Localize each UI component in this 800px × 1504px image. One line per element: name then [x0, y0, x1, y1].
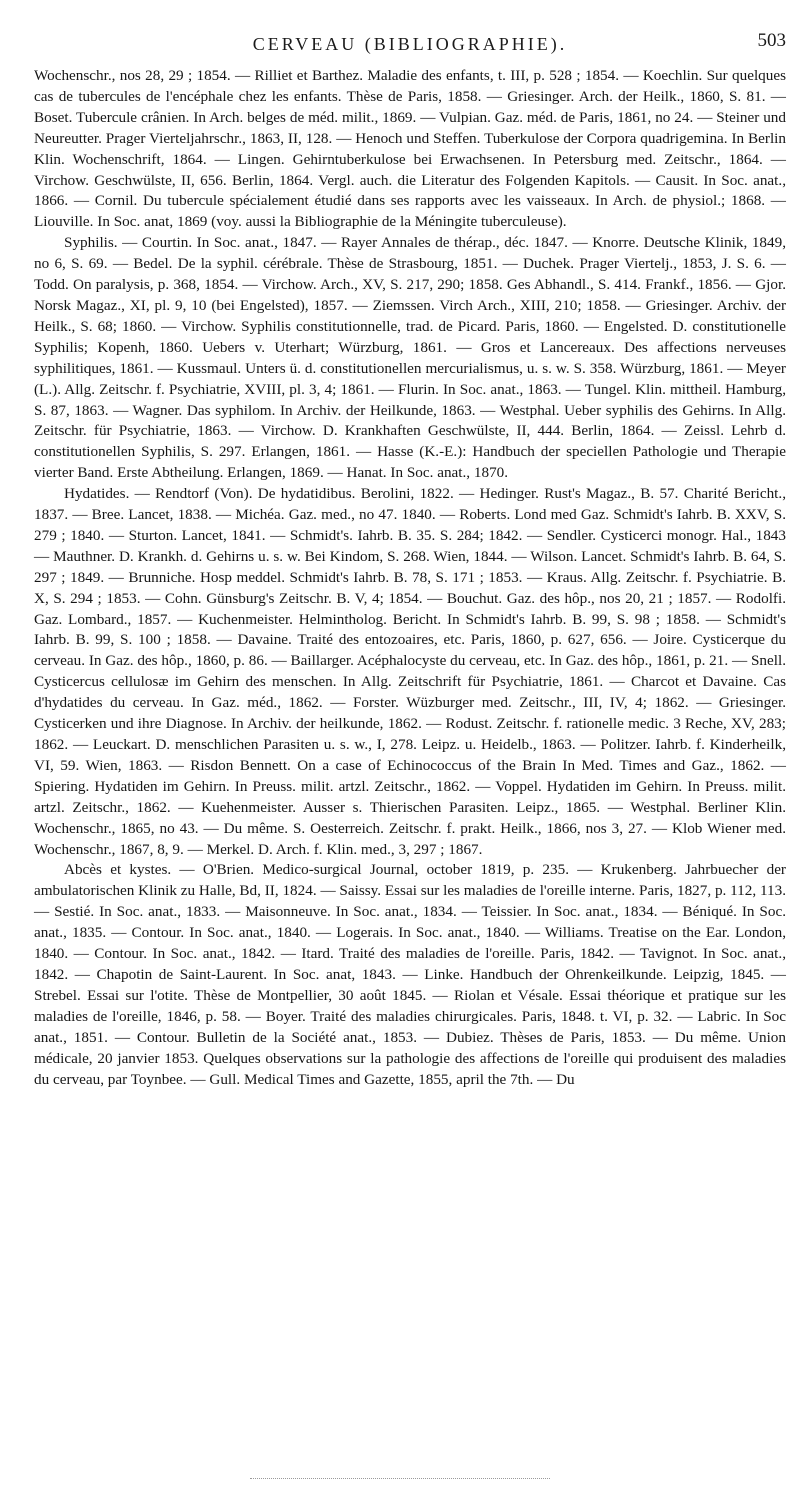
bibliography-paragraph-abscesses: Abcès et kystes. — O'Brien. Medico-surgical Journal, october 1819, p. 235. — Krukenberg. Jahrbuecher der ambulatorischen Klinik zu Halle, Bd, II, 1824. — Saissy. Essai sur les maladies de l'oreille interne. Paris, 1827, p. 112, 113. — Sestié. In Soc. anat., 1833. — Maisonneuve. In Soc. anat., 1834. — Teissier. In Soc. anat., 1834. — Béniqué. In Soc. anat., 1835. — Contour. In Soc. anat., 1840. — Logerais. In Soc. anat., 1840. — Williams. Treatise on the Ear. London, 1840. — Contour. In Soc. anat., 1842. — Itard. Traité des maladies de l'oreille. Paris, 1842. — Tavignot. In Soc. anat., 1842. — Chapotin de Saint-Laurent. In Soc. anat, 1843. — Linke. Handbuch der Ohrenkeilkunde. Leipzig, 1845. — Strebel. Essai sur l'otite. Thèse de Montpellier, 30 août 1845. — Riolan et Vésale. Essai théorique et pratique sur les maladies de l'oreille, 1846, p. 58. — Boyer. Traité des maladies chirurgicales. Paris, 1848. t. VI, p. 32. — Labric. In Soc anat., 1851. — Contour. Bulletin de la Société anat., 1853. — Dubiez. Thèses de Paris, 1853. — Du même. Union médicale, 20 janvier 1853. Quelques observations sur la pathologie des affections de l'oreille qui produisent des maladies du cerveau, par Toynbee. — Gull. Medical Times and Gazette, 1855, april the 7th. — Du — [34, 861, 786, 1088]
page-number: 503 — [757, 30, 786, 51]
bibliography-paragraph-hydatides: Hydatides. — Rendtorf (Von). De hydatidibus. Berolini, 1822. — Hedinger. Rust's Magaz., B. 57. Charité Bericht., 1837. — Bree. Lancet, 1838. — Michéa. Gaz. med., no 47. 1840. — Roberts. Lond med Gaz. Schmidt's Iahrb. B. XXV, S. 279 ; 1840. — Sturton. Lancet, 1841. — Schmidt's. Iahrb. B. 35. S. 284; 1842. — Sendler. Cysticerci monogr. Hal., 1843 — Mauthner. D. Krankh. d. Gehirns u. s. w. Bei Kindom, S. 268. Wien, 1844. — Wilson. Lancet. Schmidt's Iahrb. B. 64, S. 297 ; 1849. — Brunniche. Hosp meddel. Schmidt's Iahrb. B. 78, S. 171 ; 1853. — Kraus. Allg. Zeitschr. f. Psychiatrie. B. X, S. 294 ; 1853. — Cohn. Günsburg's Zeitschr. B. V, 4; 1854. — Bouchut. Gaz. des hôp., nos 20, 21 ; 1857. — Rodolfi. Gaz. Lombard., 1857. — Kuchenmeister. Helmintholog. Bericht. In Schmidt's Iahrb. B. 99, S. 98 ; 1858. — Schmidt's Iahrb. B. 99, S. 100 ; 1858. — Davaine. Traité des entozoaires, etc. Paris, 1860, p. 627, 656. — Joire. Cysticerque du cerveau. In Gaz. des hôp., 1860, p. 86. — Baillarger. Acéphalocyste du cerveau, etc. In Gaz. des hôp., 1861, p. 21. — Snell. Cysticercus cellulosæ im Gehirn des menschen. In Allg. Zeitschrift für Psychiatrie, 1861. — Charcot et Davaine. Cas d'hydatides du cerveau. In Gaz. méd., 1862. — Forster. Wüzburger med. Zeitschr., III, IV, 4; 1862. — Griesinger. Cysticerken und ihre Diagnose. In Archiv. der heilkunde, 1862. — Rodust. Zeitschr. f. rationelle medic. 3 Reche, XV, 283; 1862. — Leuckart. D. menschlichen Parasiten u. s. w., I, 278. Leipz. u. Heidelb., 1863. — Politzer. Iahrb. f. Kinderheilk, VI, 59. Wien, 1863. — Risdon Bennett. On a case of Echinococcus of the Brain In Med. Times and Gaz., 1862. — Spiering. Hydatiden im Gehirn. In Preuss. milit. artzl. Zeitschr., 1862. — Voppel. Hydatiden im Gehirn. In Preuss. milit. artzl. Zeitschr., 1862. — Kuehenmeister. Ausser s. Thierischen Parasiten. Leipz., 1865. — Westphal. Berliner Klin. Wochenschr., 1865, no 43. — Du même. S. Oesterreich. Zeitschr. f. prakt. Heilk., 1866, nos 3, 27. — Klob Wiener med. Wochenschr., 1867, 8, 9. — Merkel. D. Arch. f. Klin. med., 3, 297 ; 1867. — [34, 485, 786, 858]
running-head — [34, 30, 786, 60]
running-title: CERVEAU (BIBLIOGRAPHIE). — [252, 34, 568, 54]
footer-dotted-rule — [250, 1478, 550, 1479]
bibliography-paragraph-syphilis: Syphilis. — Courtin. In Soc. anat., 1847. — Rayer Annales de thérap., déc. 1847. — Knorre. Deutsche Klinik, 1849, no 6, S. 69. — Bedel. De la syphil. cérébrale. Thèse de Strasbourg, 1851. — Duchek. Prager Viertelj., 1853, J. S. 6. — Todd. On paralysis, p. 368, 1854. — Virchow. Arch., XV, S. 217, 290; 1858. Ges Abhandl., S. 414. Frankf., 1856. — Gjor. Norsk Magaz., XI, pl. 9, 10 (bei Engelsted), 1857. — Ziemssen. Virch Arch., XIII, 210; 1858. — Griesinger. Archiv. der Heilk., S. 68; 1860. — Virchow. Syphilis constitutionnelle, trad. de Picard. Paris, 1860. — Engelsted. D. constitutionelle Syphilis; Kopenh, 1860. Uebers v. Uterhart; Würzburg, 1861. — Gros et Lancereaux. Des affections nerveuses syphilitiques, 1861. — Kussmaul. Unters ü. d. constitutionellen mercurialismus, u. s. w. S. 358. Würzburg, 1861. — Meyer (L.). Allg. Zeitschr. f. Psychiatrie, XVIII, pl. 3, 4; 1861. — Flurin. In Soc. anat., 1863. — Tungel. Klin. mittheil. Hamburg, S. 87, 1863. — Wagner. Das syphilom. In Archiv. der Heilkunde, 1863. — Westphal. Ueber syphilis des Gehirns. In Allg. Zeitschr. für Psychiatrie, 1863. — Virchow. D. Krankhaften Geschwülste, II, 444. Berlin, 1864. — Zeissl. Lehrb d. constitutionellen Syphilis, S. 297. Erlangen, 1861. — Hasse (K.-E.): Handbuch der speciellen Pathologie und Therapie vierter Band. Erste Abtheilung. Erlangen, 1869. — Hanat. In Soc. anat., 1870. — [34, 234, 786, 482]
bibliography-paragraph-tubercles: Wochenschr., nos 28, 29 ; 1854. — Rilliet et Barthez. Maladie des enfants, t. III, p. 528 ; 1854. — Koechlin. Sur quelques cas de tubercules de l'encéphale chez les enfants. Thèse de Paris, 1858. — Griesinger. Arch. der Heilk., 1860, S. 81. — Boset. Tubercule crânien. In Arch. belges de méd. milit., 1869. — Vulpian. Gaz. méd. de Paris, 1861, no 24. — Steiner und Neureutter. Prager Vierteljahrschr., 1863, II, 128. — Henoch und Steffen. Tuberkulose der Corpora quadrigemina. In Berlin Klin. Wochenschrift, 1864. — Lingen. Gehirntuberkulose bei Erwachsenen. In Petersburg med. Zeitschr., 1864. — Virchow. Geschwülste, II, 656. Berlin, 1864. Vergl. auch. die Literatur des Folgenden Kapitols. — Causit. In Soc. anat., 1866. — Cornil. Du tubercule spécialement étudié dans ses rapports avec les vaisseaux. In Arch. de physiol.; 1868. — Liouville. In Soc. anat, 1869 (voy. aussi la Bibliographie de la Méningite tuberculeuse). — [34, 67, 786, 231]
bibliography-body — [34, 66, 786, 1090]
